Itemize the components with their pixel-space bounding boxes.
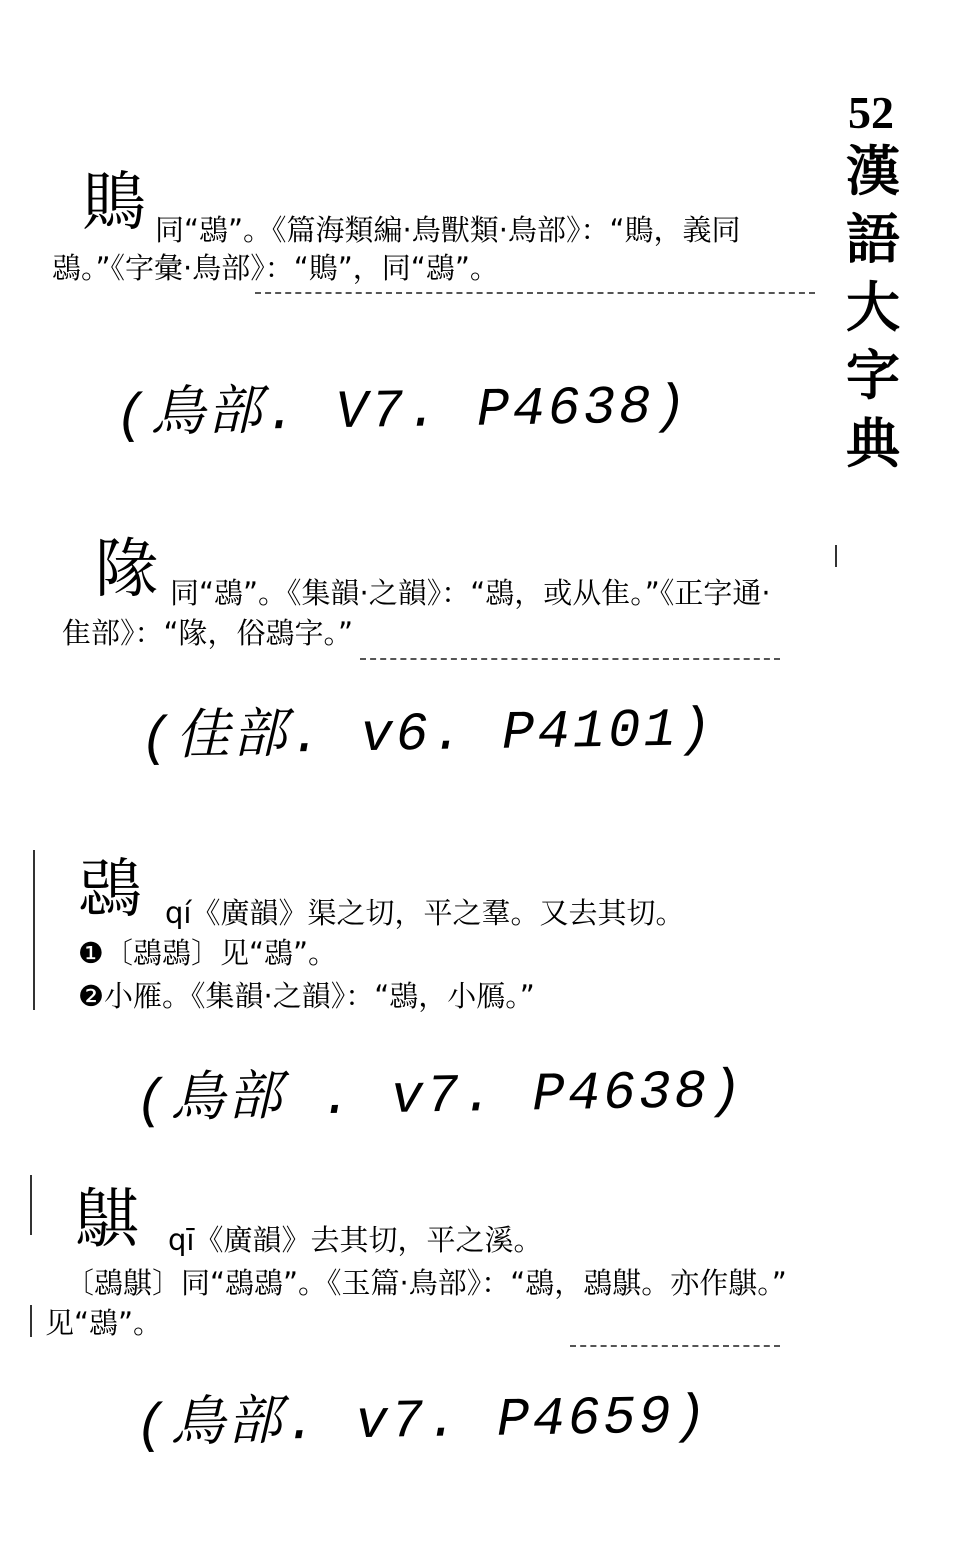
margin-bar bbox=[33, 850, 35, 1010]
entry-line: 见“鵋”。 bbox=[45, 1306, 163, 1340]
entry-headchar: 鵋 bbox=[78, 853, 142, 927]
dashed-rule bbox=[570, 1345, 780, 1347]
handwritten-note: (鳥部. V7. P4638) bbox=[114, 376, 690, 449]
entry-headchar: 鶀 bbox=[75, 1183, 139, 1257]
book-title: 漢語大字典 bbox=[846, 140, 900, 475]
dashed-rule bbox=[360, 658, 780, 660]
entry-line: 〔鵋鶀〕同“鵋鵋”。《玉篇·鳥部》：“鵋，鵋鶀。亦作鶀。” bbox=[65, 1266, 787, 1300]
entry-line: ❷小雁。《集韻·之韻》：“鵋，小鴈。” bbox=[78, 979, 535, 1013]
handwritten-note: (鳥部 . v7. P4638) bbox=[134, 1061, 746, 1134]
margin-bar bbox=[30, 1305, 32, 1337]
entry-line: 同“鵋”。《集韻·之韻》：“鵋，或从隹。”《正字通· bbox=[170, 576, 771, 610]
entry-line: qī《廣韻》去其切，平之溪。 bbox=[168, 1223, 543, 1257]
entry-headchar: 䧘 bbox=[95, 533, 159, 607]
dashed-rule bbox=[255, 292, 815, 294]
entry-line: ❶〔鵋鵋〕见“鵋”。 bbox=[78, 936, 338, 970]
entry-line: qí《廣韻》渠之切，平之羣。又去其切。 bbox=[165, 896, 685, 930]
entry-line: 鵋。”《字彙·鳥部》：“鵙”，同“鵋”。 bbox=[52, 251, 499, 285]
margin-bar bbox=[30, 1175, 32, 1235]
margin-mark bbox=[835, 545, 837, 567]
handwritten-note: (鳥部. v7. P4659) bbox=[134, 1386, 710, 1459]
page-number: 52 bbox=[848, 87, 894, 138]
entry-line: 隹部》：“䧘，俗鵋字。” bbox=[62, 616, 354, 650]
entry-line: 同“鵋”。《篇海類編·鳥獸類·鳥部》：“鵙，義同 bbox=[155, 213, 741, 247]
handwritten-note: (佳部. v6. P4101) bbox=[139, 699, 715, 772]
entry-headchar: 鵙 bbox=[82, 166, 146, 240]
